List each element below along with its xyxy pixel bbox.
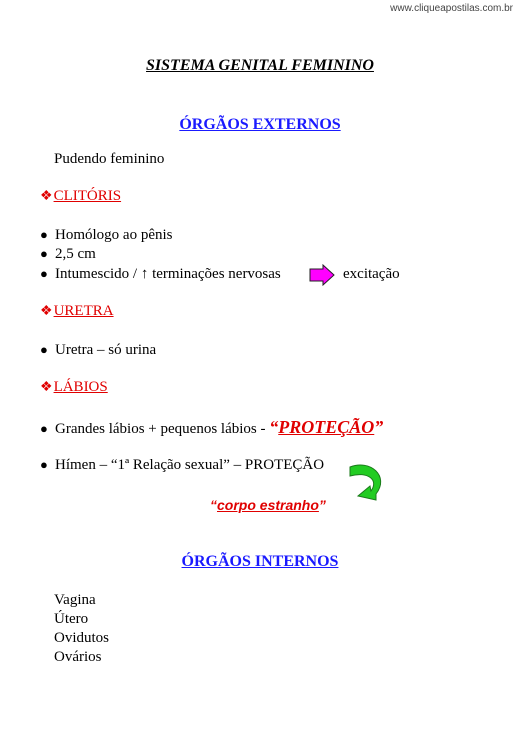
list-item bbox=[40, 457, 324, 474]
curved-arrow-icon bbox=[346, 460, 388, 512]
list-item bbox=[40, 246, 96, 263]
list-item bbox=[40, 266, 281, 283]
right-arrow-icon bbox=[309, 264, 335, 286]
bullet-icon: ● bbox=[40, 457, 48, 472]
list-item: Vagina bbox=[54, 592, 96, 608]
subheading-labios bbox=[40, 379, 108, 396]
site-url: www.cliqueapostilas.com.br bbox=[390, 3, 513, 14]
list-item: Ovidutos bbox=[54, 630, 110, 646]
bullet-icon: ● bbox=[40, 266, 48, 281]
emphasis-text: “PROTEÇÃO” bbox=[269, 417, 384, 437]
list-item-text: 2,5 cm bbox=[55, 246, 96, 262]
list-item-text: Homólogo ao pênis bbox=[55, 227, 173, 243]
diamond-bullet-icon: ❖ bbox=[40, 380, 53, 395]
page-title: SISTEMA GENITAL FEMININO bbox=[146, 57, 374, 74]
list-item-text: Intumescido / ↑ terminações nervosas bbox=[55, 266, 281, 282]
list-item-text: Uretra – só urina bbox=[55, 342, 157, 358]
list-item bbox=[40, 227, 173, 244]
section-heading-internos: ÓRGÃOS INTERNOS bbox=[181, 553, 339, 570]
subheading-clitoris bbox=[40, 188, 121, 205]
callout-word: corpo estranho bbox=[217, 497, 319, 513]
list-item-text: Hímen – “1ª Relação sexual” – PROTEÇÃO bbox=[55, 457, 325, 473]
bullet-icon: ● bbox=[40, 227, 48, 242]
list-item-text: Grandes lábios + pequenos lábios - bbox=[55, 421, 270, 437]
bullet-icon: ● bbox=[40, 421, 48, 436]
subheading-uretra bbox=[40, 303, 114, 320]
bullet-icon: ● bbox=[40, 342, 48, 357]
diamond-bullet-icon: ❖ bbox=[40, 189, 53, 204]
diamond-bullet-icon: ❖ bbox=[40, 304, 53, 319]
intro-text: Pudendo feminino bbox=[54, 151, 165, 167]
section-heading-externos: ÓRGÃOS EXTERNOS bbox=[179, 116, 341, 133]
subheading-label: CLITÓRIS bbox=[53, 188, 122, 204]
emphasis-word: PROTEÇÃO bbox=[278, 417, 375, 437]
list-item bbox=[40, 342, 156, 359]
bullet-icon: ● bbox=[40, 246, 48, 261]
arrow-target-text: excitação bbox=[343, 266, 400, 282]
subheading-label: URETRA bbox=[53, 303, 114, 319]
list-item: Útero bbox=[54, 611, 89, 627]
list-item: Ovários bbox=[54, 649, 102, 665]
subheading-label: LÁBIOS bbox=[53, 379, 108, 395]
list-item bbox=[40, 417, 383, 438]
internos-list bbox=[54, 591, 109, 667]
callout-text: “corpo estranho” bbox=[210, 497, 326, 513]
